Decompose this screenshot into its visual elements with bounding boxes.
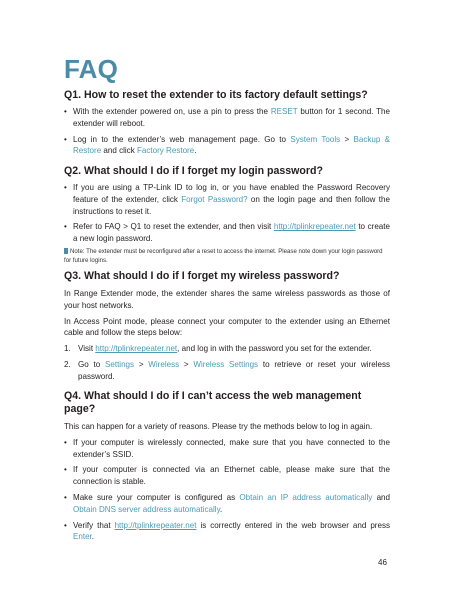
tplinkrepeater-link[interactable]: http://tplinkrepeater.net <box>114 520 197 530</box>
obtain-ip-label: Obtain an IP address automatically <box>239 492 373 502</box>
q2-heading: Q2. What should I do if I forget my login password? <box>64 165 323 177</box>
bullet-marker: • <box>64 520 67 530</box>
q4-bullet-2: • If your computer is connected via an Ethernet cable, please make sure that the connection is stable. <box>64 465 390 487</box>
wireless-settings-label: Wireless Settings <box>193 359 259 369</box>
factory-restore-label: Factory Restore <box>136 146 195 156</box>
backup-restore-label: Backup & Restore <box>73 134 391 156</box>
q2-section <box>64 165 390 265</box>
forgot-password-link[interactable]: Forgot Password? <box>181 194 248 204</box>
q1-bullet-2: • Log in to the extender’s web management page. Go to System Tools > Backup & Restore and click Factory Restore. <box>64 134 391 156</box>
q3-step-1: 1. Visit http://tplinkrepeater.net, and log in with the password you set for the extender. <box>64 344 372 354</box>
page-number: 46 <box>378 558 387 567</box>
bullet-marker: • <box>64 222 67 232</box>
bullet-marker: • <box>64 437 67 447</box>
bullet-marker: • <box>64 183 67 192</box>
q4-bullet-4: • Verify that http://tplinkrepeater.net is correctly entered in the web browser and press Enter. <box>64 520 390 542</box>
bullet-marker: • <box>64 134 67 144</box>
page-title: FAQ <box>64 54 119 84</box>
bullet-marker: • <box>64 465 67 475</box>
q1-heading: Q1. How to reset the extender to its factory default settings? <box>64 89 368 101</box>
q4-bullet-1: • If your computer is wirelessly connected, make sure that you have connected to the extender’s SSID. <box>64 437 390 459</box>
tplinkrepeater-link[interactable]: http://tplinkrepeater.net <box>95 344 178 354</box>
enter-key-label: Enter <box>73 532 92 542</box>
obtain-dns-label: Obtain DNS server address automatically <box>73 504 220 514</box>
bullet-marker: • <box>64 107 67 116</box>
q4-section <box>64 390 390 543</box>
bullet-marker: • <box>64 492 67 502</box>
tplinkrepeater-link[interactable]: http://tplinkrepeater.net <box>273 222 356 232</box>
wireless-label: Wireless <box>148 359 180 369</box>
q3-heading: Q3. What should I do if I forget my wireless password? <box>64 270 340 282</box>
system-tools-label: System Tools <box>290 134 341 144</box>
q4-bullet-3: • Make sure your computer is configured as Obtain an IP address automatically and Obtain DNS server address automatically. <box>64 492 390 514</box>
q4-paragraph-1: This can happen for a variety of reasons. Please try the methods below to log in again. <box>64 422 373 431</box>
q3-section <box>64 270 390 383</box>
q2-bullet-2: • Refer to FAQ > Q1 to reset the extender, and then visit http://tplinkrepeater.net to create a new login password. <box>64 222 390 244</box>
q3-paragraph-2: In Access Point mode, please connect your computer to the extender using an Ethernet cable and follow the steps below: <box>64 316 390 338</box>
q3-paragraph-1: In Range Extender mode, the extender shares the same wireless passwords as those of your host networks. <box>64 289 390 310</box>
note-icon <box>64 248 68 254</box>
q3-step-2: 2. Go to Settings > Wireless > Wireless Settings to retrieve or reset your wireless password. <box>64 359 390 381</box>
note-text: Note: The extender must be reconfigured after a reset to access the internet. Please note down your login password for future logins. <box>64 247 383 264</box>
settings-label: Settings <box>104 359 135 369</box>
q1-section <box>64 89 390 157</box>
q2-bullet-1: • If you are using a TP-Link ID to log in, or you have enabled the Password Recovery feature of the extender, click Forgot Password? on the login page and then follow the instructions to reset it. <box>64 183 390 216</box>
reset-label: RESET <box>270 107 298 116</box>
q1-bullet-1: • With the extender powered on, use a pin to press the RESET button for 1 second. The extender will reboot. <box>64 107 390 128</box>
q4-heading: Q4. What should I do if I can’t access the web management page? <box>64 390 362 415</box>
